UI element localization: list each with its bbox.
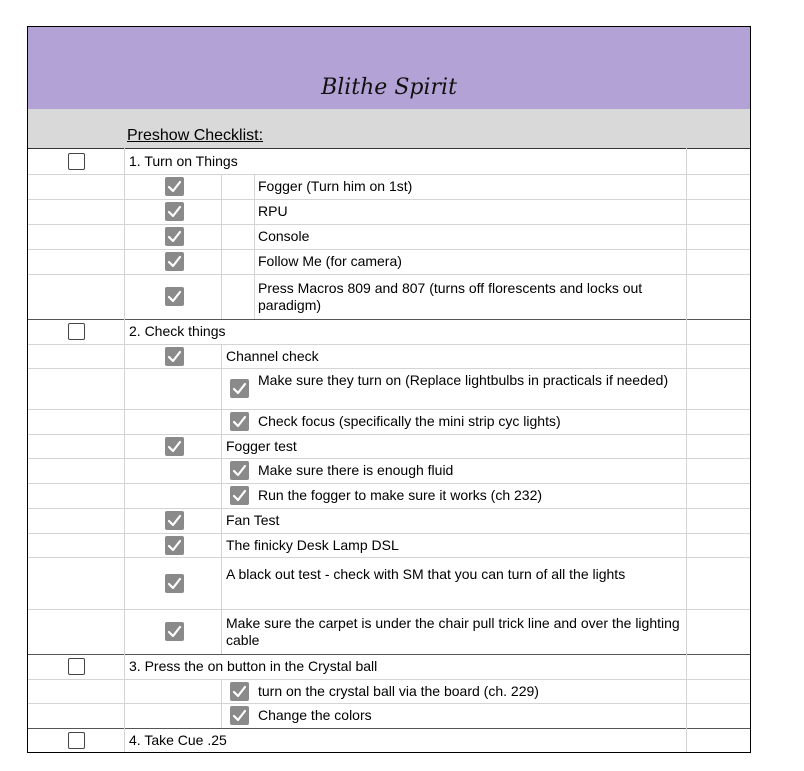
item-checkbox[interactable] (165, 536, 184, 555)
item-label: The finicky Desk Lamp DSL (226, 536, 399, 553)
section-label: 1. Turn on Things (129, 152, 238, 169)
column-divider (124, 148, 125, 752)
column-divider (221, 344, 222, 368)
item-checkbox[interactable] (230, 379, 249, 398)
row-divider (28, 174, 750, 175)
item-checkbox[interactable] (165, 227, 184, 246)
row-divider (28, 483, 750, 484)
item-label: Channel check (226, 347, 319, 364)
checkmark-icon (230, 461, 249, 480)
row-divider (28, 728, 750, 729)
checklist-subheader: Preshow Checklist: (127, 127, 264, 144)
row-divider (28, 274, 750, 275)
checkmark-icon (165, 437, 184, 456)
row-divider (28, 368, 750, 369)
row-divider (28, 654, 750, 655)
checkmark-icon (165, 287, 184, 306)
section-checkbox[interactable] (68, 323, 85, 340)
column-divider (221, 249, 222, 274)
row-divider (28, 344, 750, 345)
item-label: Make sure they turn on (Replace lightbulbs in practicals if needed) (258, 371, 669, 388)
checkmark-icon (165, 574, 184, 593)
item-checkbox[interactable] (165, 574, 184, 593)
item-label: Fan Test (226, 512, 280, 528)
column-divider (221, 703, 222, 728)
item-checkbox[interactable] (165, 252, 184, 271)
row-divider (28, 319, 750, 320)
checkmark-icon (230, 706, 249, 725)
item-label: Fogger test (226, 437, 297, 454)
column-divider (221, 434, 222, 458)
row-divider (28, 609, 750, 610)
row-divider (28, 458, 750, 459)
column-divider (221, 508, 222, 533)
item-checkbox[interactable] (230, 461, 249, 480)
column-divider (254, 249, 255, 274)
item-label: Check focus (specifically the mini strip cyc lights) (258, 413, 561, 429)
row-divider (28, 533, 750, 534)
item-checkbox[interactable] (230, 682, 249, 701)
item-label: Follow Me (for camera) (258, 253, 402, 269)
item-label: turn on the crystal ball via the board (ch. 229) (258, 682, 539, 699)
item-checkbox[interactable] (230, 706, 249, 725)
item-checkbox[interactable] (165, 437, 184, 456)
column-divider (221, 557, 222, 609)
row-divider (28, 679, 750, 680)
checkmark-icon (165, 622, 184, 641)
item-checkbox[interactable] (230, 412, 249, 431)
row-divider (28, 199, 750, 200)
column-divider (254, 224, 255, 249)
column-divider (221, 174, 222, 199)
section-checkbox[interactable] (68, 658, 85, 675)
checkmark-icon (165, 202, 184, 221)
row-divider (28, 703, 750, 704)
column-divider (221, 368, 222, 409)
column-divider (221, 199, 222, 224)
item-checkbox[interactable] (165, 347, 184, 366)
checklist-sheet (27, 26, 751, 753)
item-label: Press Macros 809 and 807 (turns off florescents and locks out paradigm) (258, 279, 643, 313)
column-divider (221, 458, 222, 483)
item-label: Run the fogger to make sure it works (ch 232) (258, 487, 543, 503)
section-label: 3. Press the on button in the Crystal ball (129, 658, 378, 674)
column-divider (221, 679, 222, 703)
checkmark-icon (165, 347, 184, 366)
checkmark-icon (165, 227, 184, 246)
item-checkbox[interactable] (165, 511, 184, 530)
column-divider (221, 533, 222, 557)
column-divider (254, 174, 255, 199)
sheet-title: Blithe Spirit (321, 75, 457, 100)
item-label: Console (258, 228, 310, 244)
item-label: A black out test - check with SM that you can turn of all the lights (226, 566, 626, 582)
checkmark-icon (230, 682, 249, 701)
column-divider (686, 148, 687, 752)
section-label: 4. Take Cue .25 (129, 731, 227, 748)
column-divider (254, 199, 255, 224)
column-divider (221, 609, 222, 654)
item-label: Fogger (Turn him on 1st) (258, 178, 413, 194)
checkmark-icon (230, 412, 249, 431)
item-checkbox[interactable] (165, 177, 184, 196)
checkmark-icon (165, 511, 184, 530)
column-divider (254, 274, 255, 319)
row-divider (28, 224, 750, 225)
item-label: RPU (258, 203, 288, 219)
item-checkbox[interactable] (230, 486, 249, 505)
checkmark-icon (165, 177, 184, 196)
row-divider (28, 557, 750, 558)
row-divider (28, 508, 750, 509)
column-divider (221, 483, 222, 508)
item-checkbox[interactable] (165, 287, 184, 306)
checkmark-icon (165, 252, 184, 271)
column-divider (221, 224, 222, 249)
section-checkbox[interactable] (68, 732, 85, 749)
column-divider (221, 274, 222, 319)
row-divider (28, 434, 750, 435)
item-label: Make sure the carpet is under the chair pull trick line and over the lighting cable (226, 614, 680, 648)
section-label: 2. Check things (129, 323, 226, 339)
section-checkbox[interactable] (68, 153, 85, 170)
checkmark-icon (230, 379, 249, 398)
row-divider (28, 249, 750, 250)
checkmark-icon (230, 486, 249, 505)
checkmark-icon (165, 536, 184, 555)
item-label: Make sure there is enough fluid (258, 462, 454, 478)
column-divider (221, 409, 222, 434)
item-checkbox[interactable] (165, 622, 184, 641)
row-divider (28, 409, 750, 410)
item-checkbox[interactable] (165, 202, 184, 221)
item-label: Change the colors (258, 707, 372, 723)
